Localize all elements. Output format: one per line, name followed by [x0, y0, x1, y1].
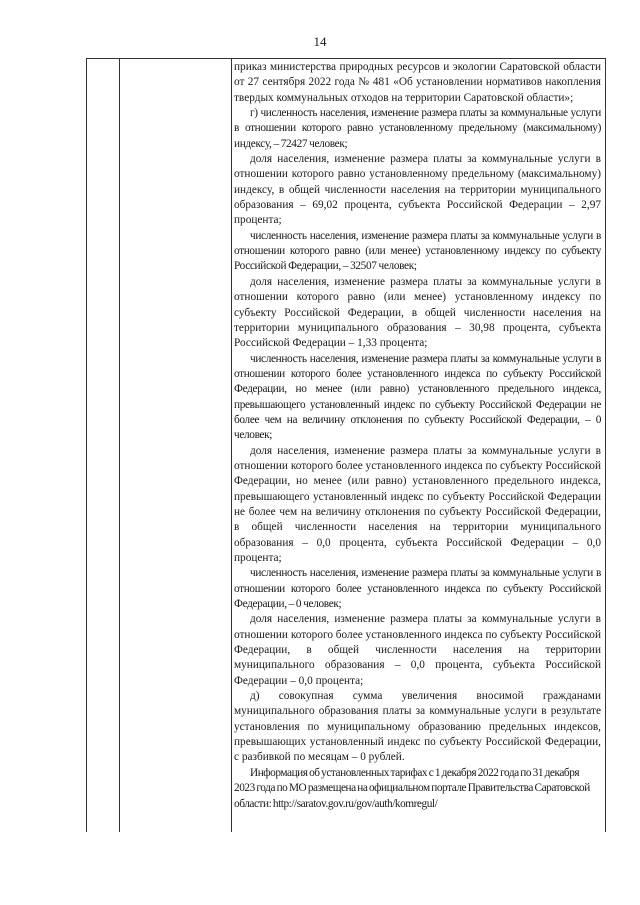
- continuation-table: [86, 58, 606, 832]
- paragraph-tariff-information: Информация об установленных тарифах с 1 декабря 2022 года по 31 декабря 2023 года по МО размещена на официальном портале Правительства Саратовской области: http://saratov.gov.ru/gov/auth/komregul/: [234, 766, 590, 810]
- paragraph-population-max-index: г) численность населения, изменение размера платы за коммунальные услуги в отношении которого равно установленному предельному (максимальному) индексу, – 72427 человек;: [234, 107, 601, 150]
- column-divider-1: [119, 59, 120, 832]
- paragraph-share-below-index: доля населения, изменение размера платы за коммунальные услуги в отношении которого равно (или менее) установленному индексу по субъекту Российской Федерации, в общей численности населения на территории муниципального образования – 30,98 процента, субъекта Российской Федерации – 1,33 процента;: [234, 275, 601, 350]
- table-text-cell: [234, 60, 601, 812]
- paragraph-order-reference: приказ министерства природных ресурсов и экологии Саратовской области от 27 сентября 2022 года № 481 «Об установлении нормативов накопления твердых коммунальных отходов на территории Саратовской области»;: [234, 61, 601, 104]
- paragraph-population-above-index: численность населения, изменение размера платы за коммунальные услуги в отношении которого более установленного индекса по субъекту Российской Федерации, – 0 человек;: [234, 567, 601, 611]
- paragraph-share-max-index: доля населения, изменение размера платы за коммунальные услуги в отношении которого равно установленному предельному (максимальному) индексу, в общей численности населения на территории муниципального образования – 69,02 процента, субъекта Российской Федерации – 2,97 процента;: [234, 153, 601, 227]
- page-number: 14: [313, 34, 327, 49]
- paragraph-share-within-deviation: доля населения, изменение размера платы за коммунальные услуги в отношении которого более установленного индекса по субъекту Российской Федерации, но менее (или равно) установленного предельного индекса, превышающего установленный индекс по субъекту Российской Федерации не более чем на величину отклонения по субъекту Российской Федерации, в общей численности населения на территории муниципального образования – 0,0 процента, субъекта Российской Федерации – 0,0 процента;: [234, 444, 601, 564]
- paragraph-share-above-index: доля населения, изменение размера платы за коммунальные услуги в отношении которого более установленного индекса по субъекту Российской Федерации, в общей численности населения на территории муниципального образования – 0,0 процента, субъекта Российской Федерации – 0,0 процента;: [234, 613, 601, 687]
- paragraph-total-increase: д) совокупная сумма увеличения вносимой гражданами муниципального образования платы за коммунальные услуги в результате установления по муниципальному образованию предельных индексов, превышающих установленный индекс по субъекту Российской Федерации, с разбивкой по месяцам – 0 рублей.: [234, 690, 601, 764]
- paragraph-population-within-deviation: численность населения, изменение размера платы за коммунальные услуги в отношении которого более установленного индекса по субъекту Российской Федерации, но менее (или равно) установленного предельного индекса, превышающего установленный индекс по субъекту Российской Федерации не более чем на величину отклонения по субъекту Российской Федерации, – 0 человек;: [234, 352, 601, 442]
- paragraph-population-below-index: численность населения, изменение размера платы за коммунальные услуги в отношении которого равно (или менее) установленному индексу по субъекту Российской Федерации, – 32507 человек;: [234, 229, 601, 273]
- column-divider-2: [231, 59, 232, 832]
